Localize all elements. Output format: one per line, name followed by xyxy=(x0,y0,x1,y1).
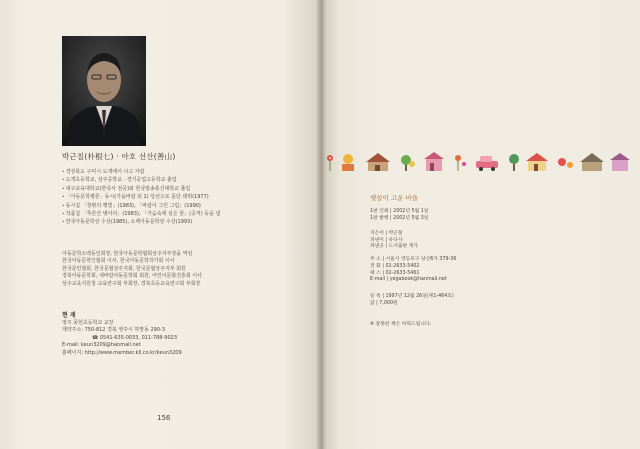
house-icon xyxy=(424,152,444,171)
flower-icon xyxy=(558,158,573,168)
village-illustration-strip xyxy=(326,150,630,172)
contact-block xyxy=(62,320,182,357)
current-heading: 현 재 xyxy=(62,312,76,319)
author-career-list xyxy=(62,168,220,227)
career-item: • 동시집 「창밖의 햇빛」(1983), 「바람이 그린 그림」(1990) xyxy=(62,202,220,210)
tree-icon xyxy=(401,155,415,171)
organization-item: 한국아동문학인협회 이사, 한국아동문학작가회 이사 xyxy=(62,258,175,265)
book-gutter xyxy=(316,0,326,449)
contact-line: 영주 풍헌초등학교 교장 xyxy=(62,320,114,326)
publisher-info xyxy=(370,231,456,284)
contact-line: 계약주소: 750-812 경북 영주시 하망동 290-3 xyxy=(62,327,166,334)
career-item: • 경상북도 구미시 도개에서 나고 자람 xyxy=(62,168,220,176)
flower-icon xyxy=(327,155,333,171)
author-portrait-image xyxy=(62,36,146,146)
career-item: • 도개초등학교, 상주중학교 · 경기공업고등학교 졸업 xyxy=(62,176,220,184)
author-photo xyxy=(62,36,146,146)
contact-line: ☎ 0541-635-0033, 011-788-9023 xyxy=(92,334,178,341)
publisher-line: 지은이 | 박근칠 xyxy=(370,231,403,236)
house-icon xyxy=(526,153,548,171)
edition-info xyxy=(370,209,428,222)
registration-info xyxy=(370,294,454,307)
publisher-line: E-mail | yegabook@hanmail.net xyxy=(370,277,447,283)
house-icon xyxy=(610,153,630,171)
publisher-line: 펴낸이 | 유다사 xyxy=(370,237,403,243)
page-number: 156 xyxy=(157,414,171,422)
car-icon xyxy=(476,156,498,171)
book-title: 햇살이 고운 마을 xyxy=(370,194,419,202)
organization-item: 아동문학소백동인회장, 한국아동문학협회상주지부장을 역임 xyxy=(62,251,193,257)
career-item: • 「아동문학평론」동시(가을바람 외 1) 당선으로 문단 데뷔(1977) xyxy=(62,193,220,201)
flower-icon xyxy=(455,155,466,171)
organizations-list xyxy=(62,251,202,288)
exchange-note: ※ 잘못된 책은 바꿔드립니다. xyxy=(370,322,432,327)
career-item: • 대구교육대학교(한국사 전공)와 한국방송통신대학교 졸업 xyxy=(62,185,220,193)
publisher-line: 팩 스 | 02-2633-5461 xyxy=(370,270,420,276)
edition-line: 1판 발행 | 2002년 5월 3일 xyxy=(370,215,429,221)
sun-icon xyxy=(342,154,354,171)
organization-item: 한국문인협회, 한국문협상주지회, 한국문협상주지부 회원 xyxy=(62,265,186,272)
organization-item: 상주교육지원청 교육연구회 부회장, 경북초등교육연구회 부회장 xyxy=(62,280,201,287)
publisher-line: 펴낸곳 | 도서출판 계가 xyxy=(370,244,418,250)
right-page xyxy=(321,0,640,449)
organization-item: 경북아동문학회, 새바람아동문학회 회원, 어린이문화진흥회 이사 xyxy=(62,273,202,280)
contact-line: E-mail: keun3209@hanmail.net xyxy=(62,342,141,349)
publisher-line: 전 화 | 02-2633-5402 xyxy=(370,263,420,269)
career-item: • 한국아동문학상 수상(1985), 소백아동문학상 수상(1993) xyxy=(62,218,220,226)
author-name: 박근칠(朴根七) · 아호 선산(善山) xyxy=(62,152,176,161)
tree-icon xyxy=(509,154,519,171)
edition-line: 1판 인쇄 | 2002년 5월 1일 xyxy=(370,209,429,214)
registration-line: 등 록 | 1997년 12월 26일(제1-464호) xyxy=(370,294,454,299)
contact-line: 홈페이지: http://www.member.kll.co.kr/keun3209 xyxy=(62,349,182,356)
house-icon xyxy=(366,153,390,171)
price-line: 값 | 7,000원 xyxy=(370,300,398,306)
publisher-line: 주 소 | 서울시 영등포구 당산6가 379-36 xyxy=(370,257,457,263)
house-icon xyxy=(580,153,604,171)
career-item: • 작품집 「푸른산 병아리」(1983), 「가슴속에 심은 꿈」(공저) 등을 냄 xyxy=(62,210,220,218)
